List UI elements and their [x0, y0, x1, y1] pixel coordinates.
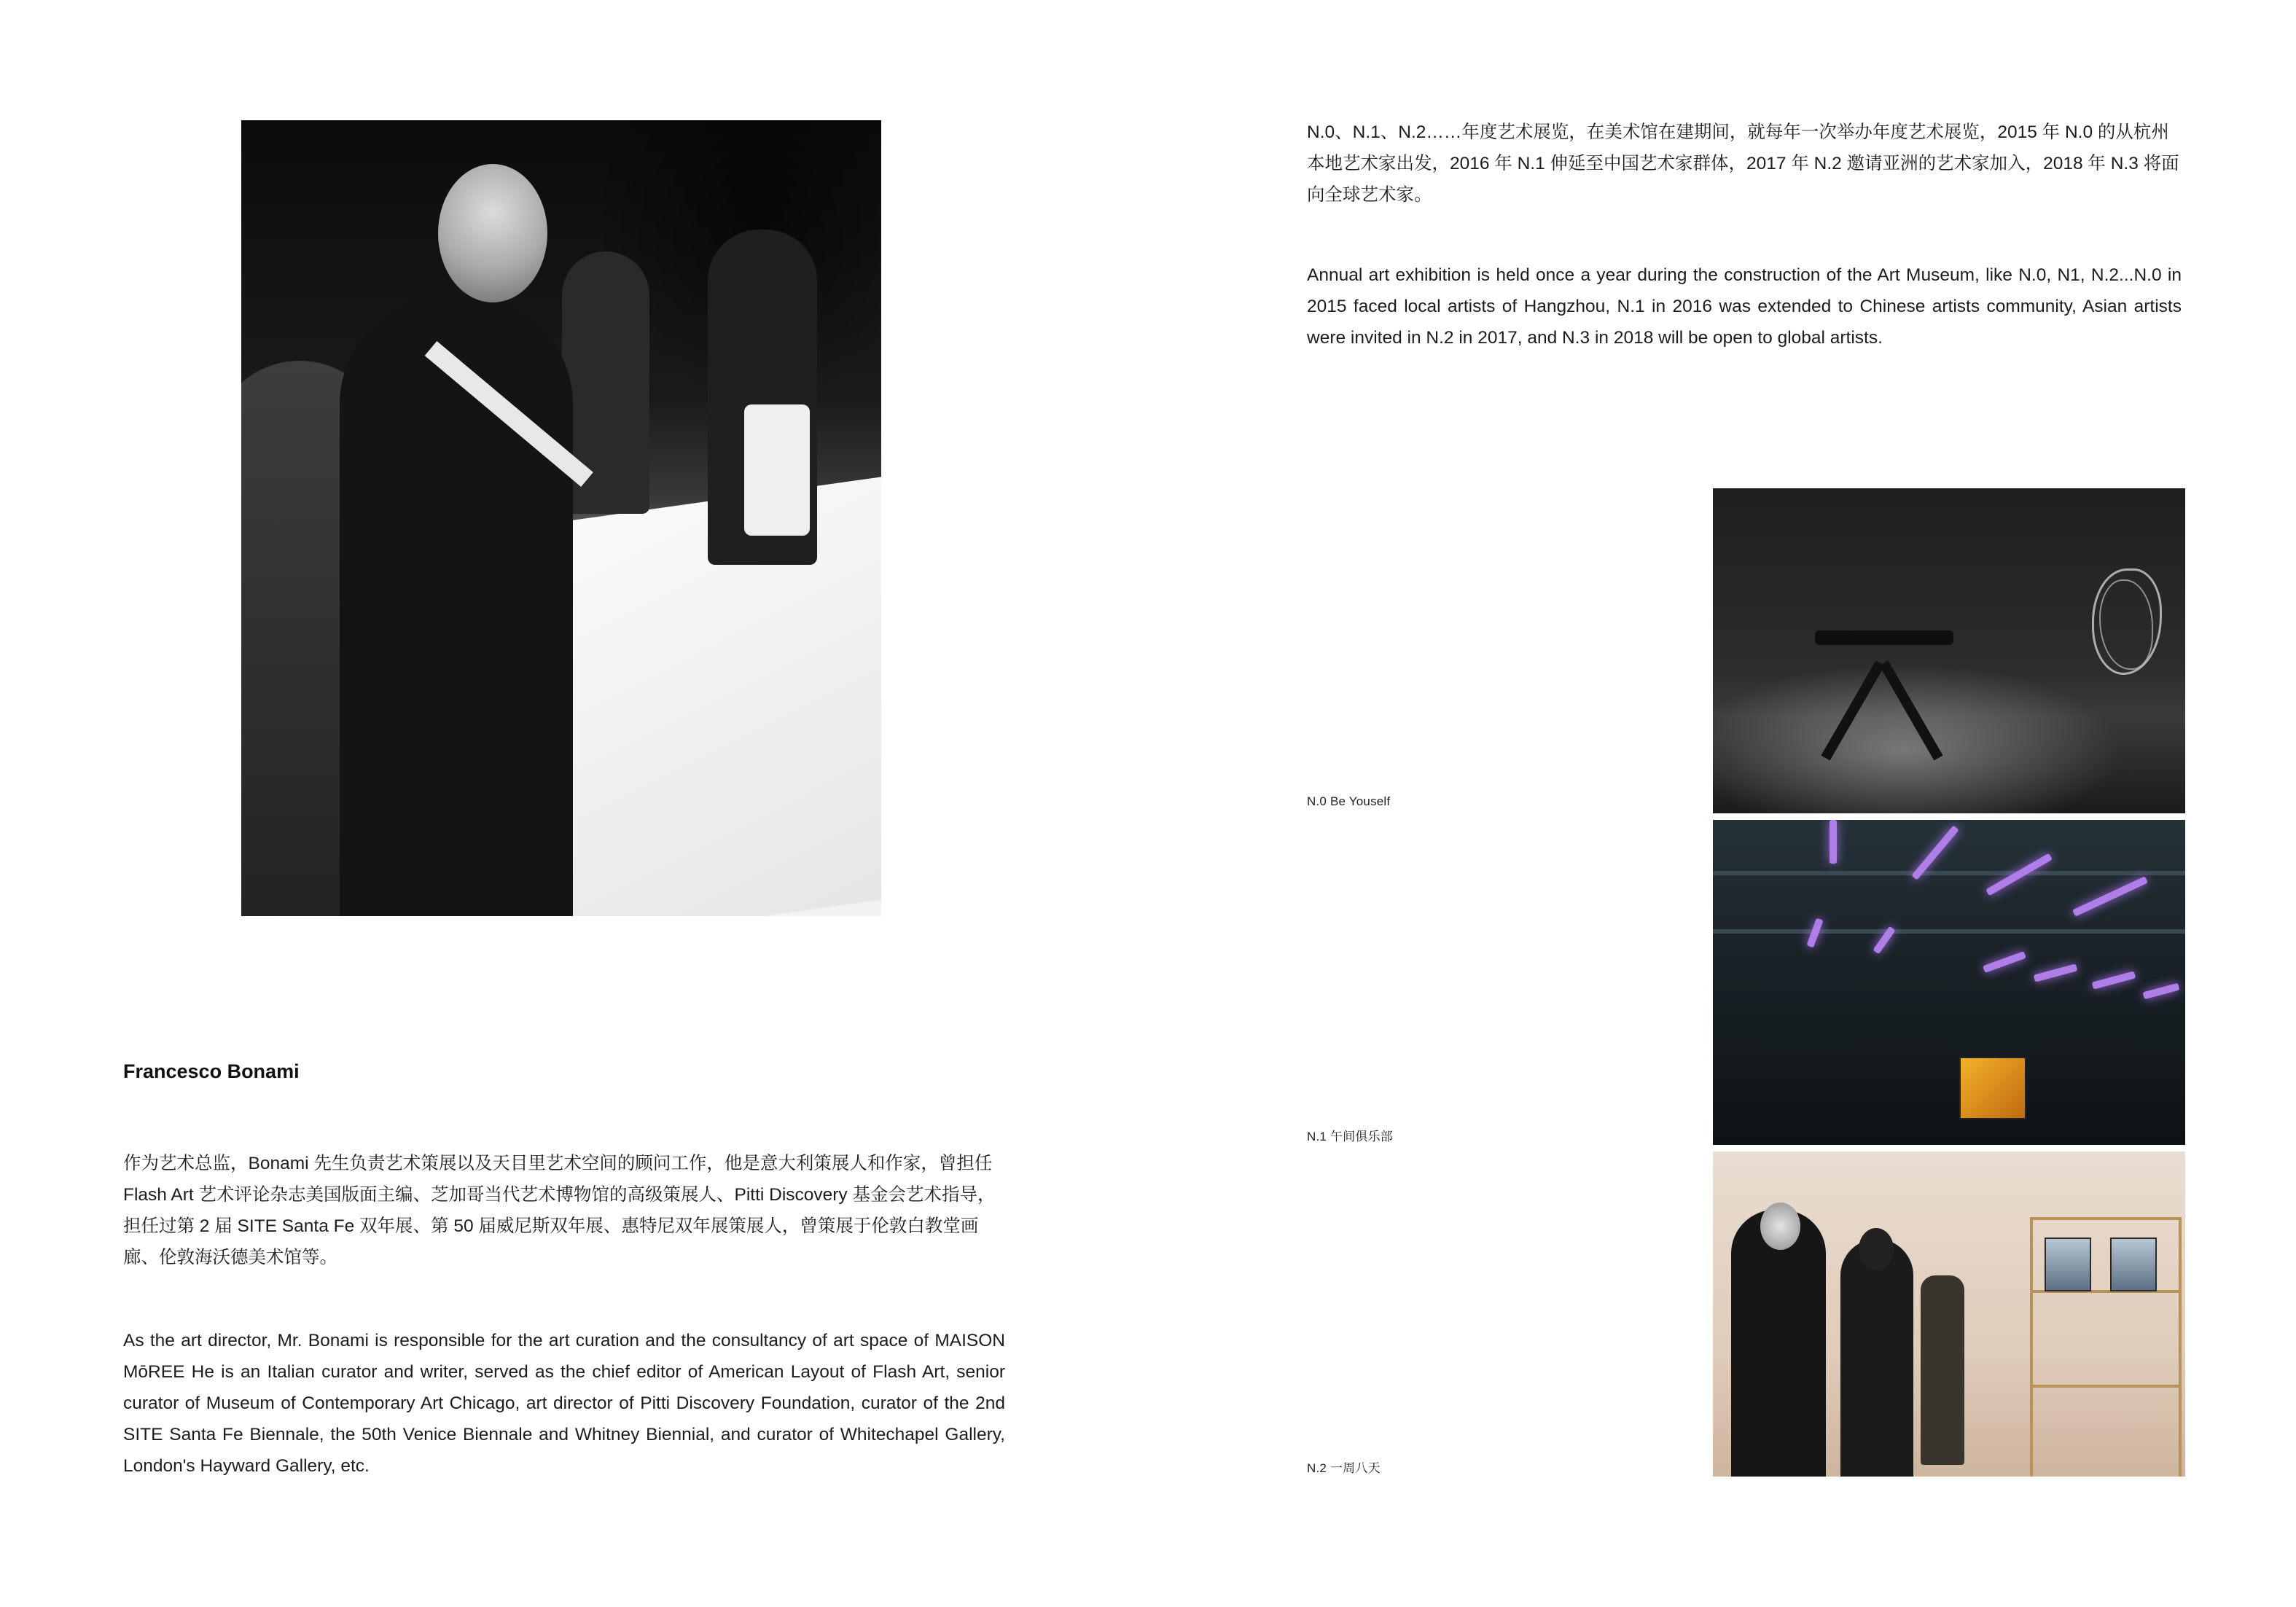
photo-purple-light — [2034, 963, 2078, 982]
photo-coat — [1921, 1275, 1964, 1465]
photo-display-box — [2110, 1237, 2157, 1291]
photo-person-head — [1859, 1228, 1894, 1270]
photo-purple-light — [2072, 876, 2148, 917]
photo-sculpture — [1815, 630, 1953, 645]
profile-name: Francesco Bonami — [123, 1060, 300, 1082]
exhibition-photo-n2 — [1713, 1152, 2185, 1477]
photo-purple-light — [1983, 951, 2026, 973]
exhibition-photo-n1 — [1713, 820, 2185, 1145]
portrait-photo — [241, 120, 881, 916]
photo-person — [1840, 1239, 1913, 1477]
photo-ceiling-beam — [1713, 929, 2185, 934]
exhibition-caption-n0: N.0 Be Youself — [1307, 794, 1391, 808]
photo-purple-light — [1830, 820, 1837, 864]
photo-speaker-head — [438, 164, 547, 302]
photo-purple-light — [2092, 971, 2136, 989]
profile-bio-cn: 作为艺术总监，Bonami 先生负责艺术策展以及天目里艺术空间的顾问工作，他是意大利策展人和作家，曾担任 Flash Art 艺术评论杂志美国版面主编、芝加哥当代艺术博物馆的高级策展人、Pitti Discovery 基金会艺术指导，担任过第 2 届 SITE Santa Fe 双年展、第 50 届威尼斯双年展、惠特尼双年展策展人，曾策展于伦敦白教堂画廊、伦敦海沃德美术馆等。 — [123, 1154, 996, 1267]
photo-person-head — [1760, 1203, 1800, 1250]
photo-sculpture-leg — [1879, 661, 1942, 761]
intro-text-en: Annual art exhibition is held once a year during the construction of the Art Museum, like N.0, N1, N.2...N.0 in 2015 faced local artists of Hangzhou, N.1 in 2016 was extended to Chinese artists community, Asian artists were invited in N.2 in 2017, and N.3 in 2018 will be open to global artists. — [1307, 265, 2182, 348]
photo-video-screen — [1959, 1057, 2026, 1119]
intro-text-cn: N.0、N.1、N.2……年度艺术展览，在美术馆在建期间，就每年一次举办年度艺术展览，2015 年 N.0 的从杭州本地艺术家出发，2016 年 N.1 伸延至中国艺术家群体，2017 年 N.2 邀请亚洲的艺术家加入，2018 年 N.3 将面向全球艺术家。 — [1307, 122, 2179, 205]
photo-purple-light — [2143, 983, 2180, 1000]
exhibition-caption-n1: N.1 午间俱乐部 — [1307, 1130, 1393, 1143]
exhibition-photo-n0 — [1713, 488, 2185, 813]
photo-sculpture-leg — [1821, 661, 1884, 761]
photo-ceiling-beam — [1713, 871, 2185, 875]
photo-shelf-level — [2030, 1385, 2182, 1388]
photo-speaker-body — [340, 295, 573, 916]
photo-display-box — [2045, 1237, 2091, 1291]
exhibition-caption-n2: N.2 一周八天 — [1307, 1461, 1381, 1475]
photo-bag — [744, 404, 810, 536]
profile-bio-en: As the art director, Mr. Bonami is responsible for the art curation and the consultancy of art space of MAISON MōREE He is an Italian curator and writer, served as the chief editor of American Layout of Flash Art, senior curator of Museum of Contemporary Art Chicago, art director of Pitti Discovery Foundation, curator of the 2nd SITE Santa Fe Biennale, the 50th Venice Biennale and Whitney Biennial, and curator of Whitechapel Gallery, London's Hayward Gallery, etc. — [123, 1331, 1005, 1476]
